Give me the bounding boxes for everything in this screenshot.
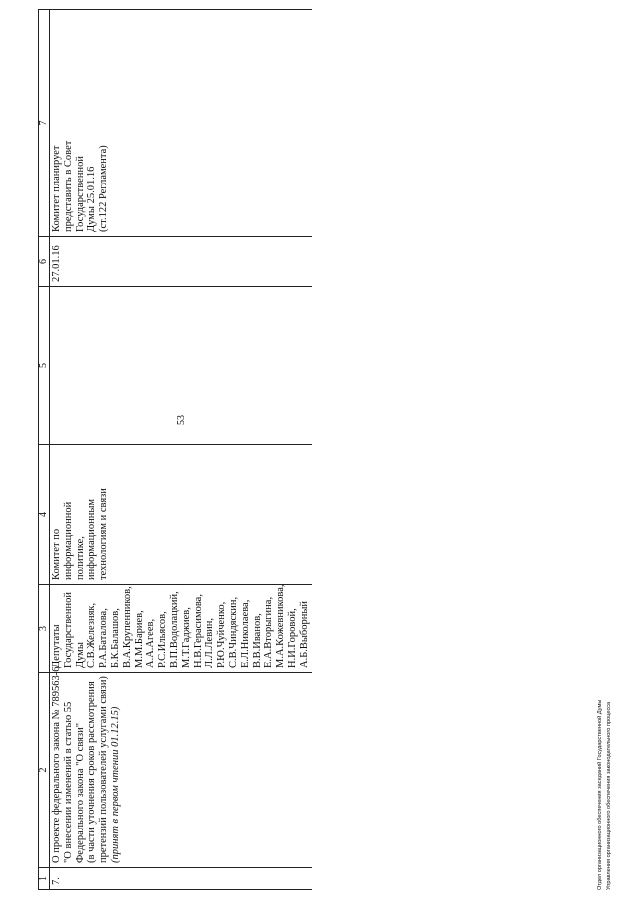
committee-cell bbox=[50, 445, 312, 585]
author-line: С.В.Железняк, bbox=[86, 602, 98, 668]
author-line: М.А.Кожевникова, bbox=[275, 584, 287, 668]
header-col-1: 1 bbox=[39, 868, 50, 890]
author-line: Б.К.Балашов, bbox=[109, 608, 121, 668]
bill-title-cell bbox=[50, 666, 312, 868]
table-row bbox=[50, 10, 312, 890]
author-line: Государственной bbox=[62, 592, 74, 668]
header-row bbox=[39, 10, 50, 890]
committee-line: политике, bbox=[74, 536, 86, 580]
bill-title-line: Федерального закона "О связи" bbox=[74, 722, 86, 863]
author-line: А.Б.Выборный bbox=[298, 600, 310, 668]
page-number: 53 bbox=[176, 415, 187, 425]
note-cell bbox=[50, 10, 312, 237]
author-line: Л.Л.Левин, bbox=[204, 617, 216, 668]
author-line: Е.Л.Николаева, bbox=[239, 599, 251, 668]
rotated-table-container bbox=[38, 10, 418, 890]
author-line: Думы bbox=[74, 642, 86, 668]
author-line: М.Т.Гаджиев, bbox=[180, 607, 192, 668]
committee-line: технологиям и связи bbox=[98, 488, 110, 580]
header-col-4: 4 bbox=[39, 445, 50, 585]
bill-title-line: О проекте федерального закона № 789563-6 bbox=[51, 666, 62, 863]
author-line: Р.Ю.Чуйченко, bbox=[216, 601, 228, 668]
header-col-7: 7 bbox=[39, 10, 50, 237]
author-line: Н.В.Герасимова, bbox=[192, 594, 204, 668]
header-col-5: 5 bbox=[39, 287, 50, 445]
note-line: представить в Совет bbox=[62, 140, 74, 232]
author-line: А.А.Агеев, bbox=[145, 618, 157, 668]
bill-title-line: "О внесении изменений в статью 55 bbox=[62, 701, 74, 863]
bill-status: (принят в первом чтении 01.12.15) bbox=[109, 706, 121, 863]
header-col-2: 2 bbox=[39, 673, 50, 868]
author-line: С.В.Чиндяскин, bbox=[227, 596, 239, 668]
row-number: 7. bbox=[50, 868, 312, 890]
committee-line: информационным bbox=[86, 498, 98, 580]
author-line: Н.И.Горовой, bbox=[286, 608, 298, 668]
note-line: Комитет планирует bbox=[51, 145, 62, 232]
committee-line: Комитет по bbox=[51, 528, 62, 580]
col5-cell bbox=[50, 287, 312, 445]
footer-line: Отдел организационного обеспечения заседаний Государственной Думы bbox=[597, 699, 603, 890]
document-table bbox=[38, 9, 312, 890]
author-line: В.В.Иванов, bbox=[251, 613, 263, 668]
note-line: Государственной bbox=[74, 156, 86, 232]
note-line: Думы 25.01.16 bbox=[86, 166, 98, 232]
author-line: Депутаты bbox=[51, 624, 62, 668]
note-line: (ст.122 Регламента) bbox=[98, 145, 110, 232]
date-cell: 27.01.16 bbox=[50, 237, 312, 287]
author-line: М.М.Бариев, bbox=[133, 610, 145, 668]
header-col-6: 6 bbox=[39, 237, 50, 287]
author-line: Р.А.Баталова, bbox=[98, 608, 110, 668]
author-line: В.А.Крупенников, bbox=[121, 586, 133, 668]
bill-title-line: (в части уточнения сроков рассмотрения bbox=[86, 681, 98, 863]
header-col-3: 3 bbox=[39, 585, 50, 673]
author-line: В.П.Водолацкий, bbox=[168, 591, 180, 668]
footer bbox=[596, 560, 636, 890]
authors-cell bbox=[50, 585, 312, 673]
bill-title-line: претензий пользователей услугами связи) bbox=[98, 676, 110, 863]
committee-line: информационной bbox=[62, 501, 74, 580]
footer-line: Управления организационного обеспечения законодательного процесса bbox=[606, 701, 612, 890]
author-line: Р.С.Ильясов, bbox=[157, 611, 169, 668]
author-line: Е.А.Вторыгина, bbox=[263, 596, 275, 668]
